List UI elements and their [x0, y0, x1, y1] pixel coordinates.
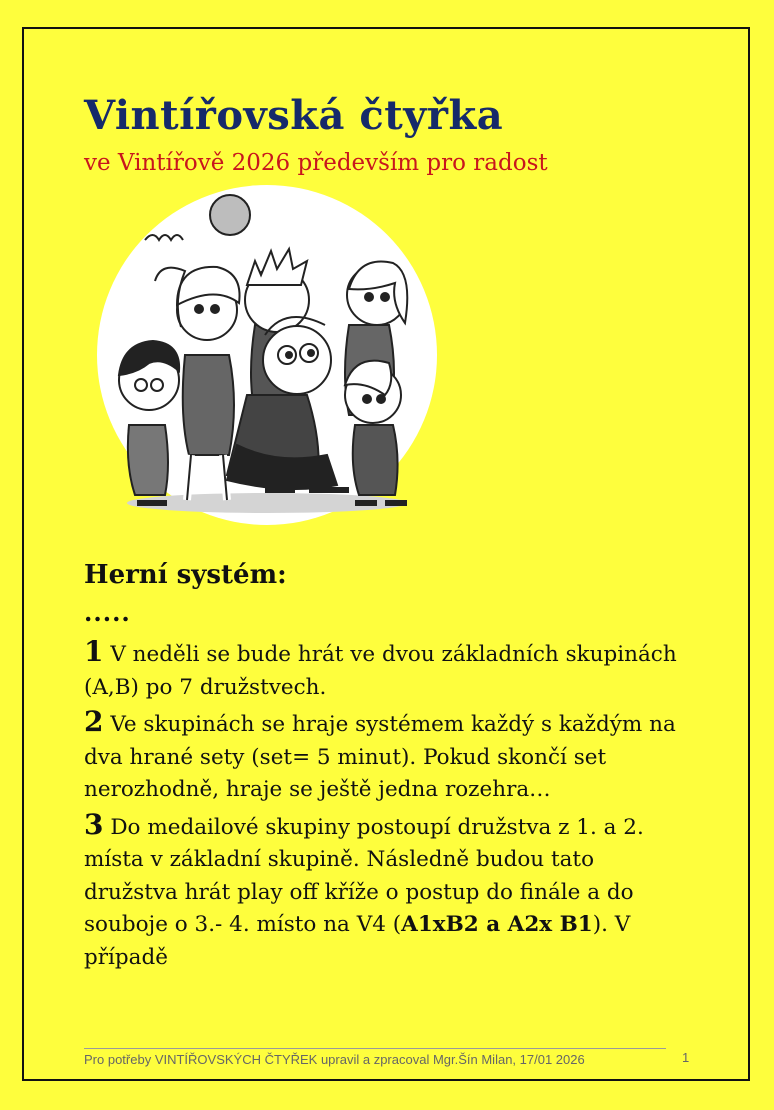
footer-text: Pro potřeby VINTÍŘOVSKÝCH ČTYŘEK upravil a zpracoval Mgr.Šín Milan, 17/01 2026: [84, 1052, 585, 1067]
rule-text: Ve skupinách se hraje systémem každý s každým na dva hrané sety (set= 5 minut). Pokud skončí set nerozhodně, hraje se ještě jedna rozehra…: [84, 712, 676, 802]
rule-bold-pairing: A1xB2 a A2x B1: [401, 912, 593, 937]
rule-text-end: ). V případě: [84, 912, 631, 970]
volleyball-kids-illustration: [87, 185, 447, 525]
rule-number: 1: [84, 635, 104, 668]
rule-text: V neděli se bude hrát ve dvou základních skupinách (A,B) po 7 družstvech.: [84, 642, 677, 700]
rules-list: [84, 636, 684, 976]
page-title: Vintířovská čtyřka: [84, 92, 504, 139]
rule-number: 2: [84, 705, 104, 738]
footer-divider: [84, 1048, 666, 1049]
rule-item: [84, 706, 684, 807]
rule-text: Do medailové skupiny postoupí družstva z 1. a 2. místa v základní skupině. Následně budou tato družstva hrát play off kříže o postup do finále a do souboje o 3.- 4. místo na V4 (: [84, 814, 644, 937]
rule-number: 3: [84, 807, 104, 841]
section-heading: Herní systém:: [84, 560, 287, 590]
section-dots: .....: [84, 598, 131, 627]
ball-icon: [210, 195, 250, 235]
rule-item: [84, 636, 684, 704]
rule-item: [84, 809, 684, 975]
page-number: 1: [682, 1050, 690, 1065]
page-subtitle: ve Vintířově 2026 především pro radost: [84, 150, 548, 176]
